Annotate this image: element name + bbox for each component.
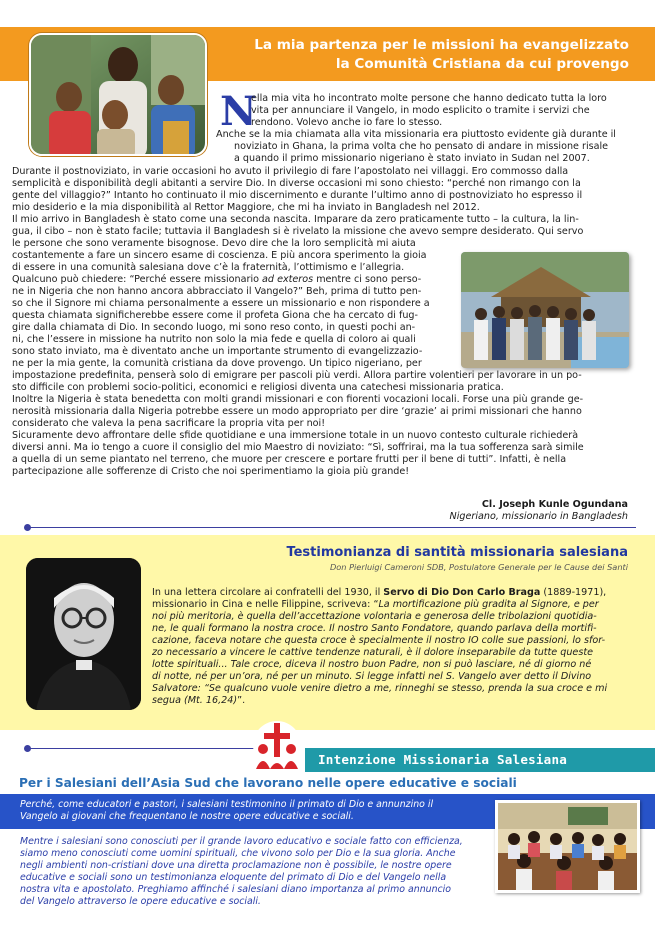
article-line: noviziato in Ghana, la prima volta che ho pensato di andare in missione risale: [234, 141, 609, 152]
testimony-line: [152, 623, 597, 635]
section-divider: [28, 748, 254, 749]
testimony-line: [152, 587, 606, 599]
article-line: Durante il postnoviziato, in varie occasioni ho avuto il privilegio di fare l’apostolato nei villaggi. Ero commosso dalla: [12, 166, 569, 177]
photo-group-of-boys: [29, 33, 207, 156]
article-line: ella mia vita ho incontrato molte persone che hanno dedicato tutta la loro: [251, 93, 607, 104]
intention-body-line: educative e sociali sono un testimonianza eloquente del primato di Dio e del Vangelo nella: [20, 872, 447, 883]
testimony-quote: ne, le quali formano la nostra croce. Il nostro Santo Fondatore, quando parlava della mortifi-: [152, 623, 597, 634]
testimony-line-text: In una lettera circolare ai confratelli del 1930, il: [152, 587, 384, 598]
testimony-title: Testimonianza di santità missionaria salesiana: [286, 545, 628, 560]
article-line: sono stato inviato, ma è diventato anche un importante strumento di evangelizzazio-: [12, 346, 423, 357]
servant-of-god-name: Servo di Dio Don Carlo Braga: [383, 587, 541, 598]
article-title-line2: la Comunità Cristiana da cui provengo: [335, 56, 629, 72]
intention-banner-text: Intenzione Missionaria Salesiana: [318, 752, 568, 767]
article-line: le persone che sono veramente bisognose. Devo dire che la loro semplicità mi aiuta: [12, 238, 416, 249]
testimony-quote: noi più meritoria, è quella dell’accettazione volontaria e generosa delle tribolazioni quotidia-: [152, 611, 597, 622]
article-line: a quella di un seme piantato nel terreno, che muore per crescere e portare frutti per il bene di tutti”. Infatti, è nella: [12, 454, 567, 465]
article-line: Anche se la mia chiamata alla vita missionaria era piuttosto evidente già durante il: [216, 129, 616, 140]
article-line: di essere in una comunità salesiana dove c’è la fraternità, l’ottimismo e l’allegria.: [12, 262, 405, 273]
testimony-line: [152, 659, 591, 671]
intention-body-line: del Vangelo attraverso le opere educative e sociali.: [20, 896, 261, 907]
testimony-quote: cazione, faceva notare che questa croce è specialmente il nostro IO colle sue passioni, lo sfor-: [152, 635, 606, 646]
article-line: sto difficile con problemi socio-politici, economici e religiosi diventa una catechesi missionaria pratica.: [12, 382, 504, 393]
testimony-line: [152, 611, 597, 623]
article-line: gire dalla chiamata di Dio. In secondo luogo, mi sono reso conto, in questi pochi an-: [12, 322, 416, 333]
article-line: gente del villaggio?” Intanto ho continuato il mio discernimento e durante l’ultimo anno di postnoviziato ho espresso il: [12, 190, 583, 201]
article-line: considerato che valeva la pena sacrificare la propria vita per noi!: [12, 418, 326, 429]
article-line: ne per la mia gente, la comunità cristiana da dove provengo. Un tipico nigeriano, per: [12, 358, 422, 369]
intention-body-line: siamo meno conosciuti come uomini spirituali, che vivono solo per Dio e la sua gloria. Anche: [20, 848, 456, 859]
article-line: ni, che l’essere in missione ha nutrito non solo la mia fede e quella di coloro ai quali: [12, 334, 416, 345]
testimony-line: [152, 683, 607, 695]
author-name: Cl. Joseph Kunle Ogundana: [481, 499, 628, 510]
testimony-quote: di notte, né per un’ora, né per un minuto. Si legge infatti nel S. Vangelo aver detto il Divino: [152, 671, 592, 682]
article-title-line1: La mia partenza per le missioni ha evangelizzato: [254, 37, 629, 53]
testimony-quote: Salvatore: “Se qualcuno vuole venire dietro a me, rinneghi se stesso, prenda la sua croce e mi: [152, 683, 608, 694]
ad-exteros-italic: ad exteros: [262, 274, 314, 285]
photo-group-outdoors: [461, 252, 629, 368]
article-line: costantemente a fare un sincero esame di coscienza. E più ancora sperimento la gioia: [12, 250, 427, 261]
testimony-quote: lotte spirituali... Tale croce, diceva il nostro buon Padre, non si può lasciare, né di giorno né: [152, 659, 592, 670]
testimony-quote: segua (Mt. 16,24): [152, 695, 238, 706]
article-line: vita per annunciare il Vangelo, in modo esplicito o tramite i servizi che: [251, 105, 590, 116]
photo-don-carlo-braga: [26, 558, 141, 710]
intention-title: Per i Salesiani dell’Asia Sud che lavorano nelle opere educative e sociali: [19, 776, 517, 790]
article-line: Il mio arrivo in Bangladesh è stato come una seconda nascita. Imparare da zero praticamente tutto – la cultura, la lin-: [12, 214, 579, 225]
article-line: nerosità missionaria dalla Nigeria potrebbe essere un modo appropriato per dire ‘grazie’ ai primi missionari che hanno: [12, 406, 582, 417]
section-divider: [28, 527, 636, 528]
intention-statement-line: Perché, come educatori e pastori, i salesiani testimonino il primato di Dio e annunzino il: [20, 799, 434, 810]
salesian-missions-logo-icon: [252, 719, 302, 771]
testimony-line: [152, 695, 245, 707]
testimony-closing: ”.: [237, 695, 246, 706]
testimony-quote: La mortificazione più gradita al Signore, e per: [378, 599, 599, 610]
intention-body-line: Mentre i salesiani sono conosciuti per il grande lavoro educativo e sociale fatto con efficienza,: [20, 836, 463, 847]
article-line: impostazione predefinita, penserà solo di emigrare per pascoli più verdi. Allora partire volentieri per lavorare in un po-: [12, 370, 582, 381]
testimony-quote: zo necessario a vincere le cattive tendenze naturali, è il dolore inseparabile da tutte queste: [152, 647, 593, 658]
testimony-subtitle: Don Pierluigi Cameroni SDB, Postulatore Generale per le Cause dei Santi: [329, 562, 628, 572]
testimony-line-text: missionario in Cina e nelle Filippine, scriveva: “: [152, 599, 379, 610]
intention-body-line: nostra vita e apostolato. Preghiamo affinché i salesiani diano importanza al primo annuncio: [20, 884, 452, 895]
article-line: Inoltre la Nigeria è stata benedetta con molti grandi missionari e con fiorenti vocazioni locali. Forse una più grande ge-: [12, 394, 584, 405]
article-line: partecipazione alle sofferenze di Cristo che noi sperimentiamo la gioia più grande!: [12, 466, 410, 477]
photo-classroom-children: [495, 800, 640, 893]
author-role: Nigeriano, missionario in Bangladesh: [449, 511, 628, 522]
article-line: Sicuramente devo affrontare delle sfide quotidiane e una immersione totale in un nuovo contesto culturale richiederà: [12, 430, 579, 441]
testimony-line: [152, 635, 605, 647]
article-line-tail: mentre ci sono perso-: [316, 274, 422, 285]
article-line: gua, il cibo – non è stato facile; tuttavia il Bangladesh si è rivelato la missione che avevo sempre desiderato. Qui servo: [12, 226, 584, 237]
intention-statement-line: Vangelo ai giovani che frequentano le nostre opere educative e sociali.: [20, 811, 354, 822]
testimony-line-text: (1889-1971),: [540, 587, 607, 598]
article-line: so che il Signore mi chiama personalmente a essere un missionario e non rispondere a: [12, 298, 430, 309]
article-line-text: Qualcuno può chiedere: “Perché essere missionario: [12, 274, 259, 285]
article-line: mio desiderio e la mia disponibilità al Rettor Maggiore, che mi ha inviato in Bangladesh nel 2012.: [12, 202, 480, 213]
dropcap-letter: N: [220, 88, 257, 135]
testimony-line: [152, 647, 593, 659]
article-line: diversi anni. Ma io tengo a cuore il consiglio del mio Maestro di noviziato: “Sì, soffrirai, ma la tua sofferenza sarà simile: [12, 442, 584, 453]
testimony-line: [152, 599, 599, 611]
article-line: ne in Nigeria che non hanno ancora abbracciato il Vangelo?” Beh, prima di tutto pen-: [12, 286, 422, 297]
testimony-line: [152, 671, 591, 683]
article-line: rendono. Volevo anche io fare lo stesso.: [251, 117, 443, 128]
article-line: [12, 274, 421, 286]
article-line: a quando il primo missionario nigeriano è stato inviato in Sudan nel 2007.: [234, 153, 590, 164]
article-line: questa chiamata significherebbe essere come il profeta Giona che ha cercato di fug-: [12, 310, 418, 321]
article-line: semplicità e disponibilità degli abitanti a servire Dio. In diverse occasioni mi sono chiesto: “perché non rimango con la: [12, 178, 581, 189]
intention-body-line: negli ambienti non-cristiani dove una diretta proclamazione non è possibile, le nostre opere: [20, 860, 452, 871]
